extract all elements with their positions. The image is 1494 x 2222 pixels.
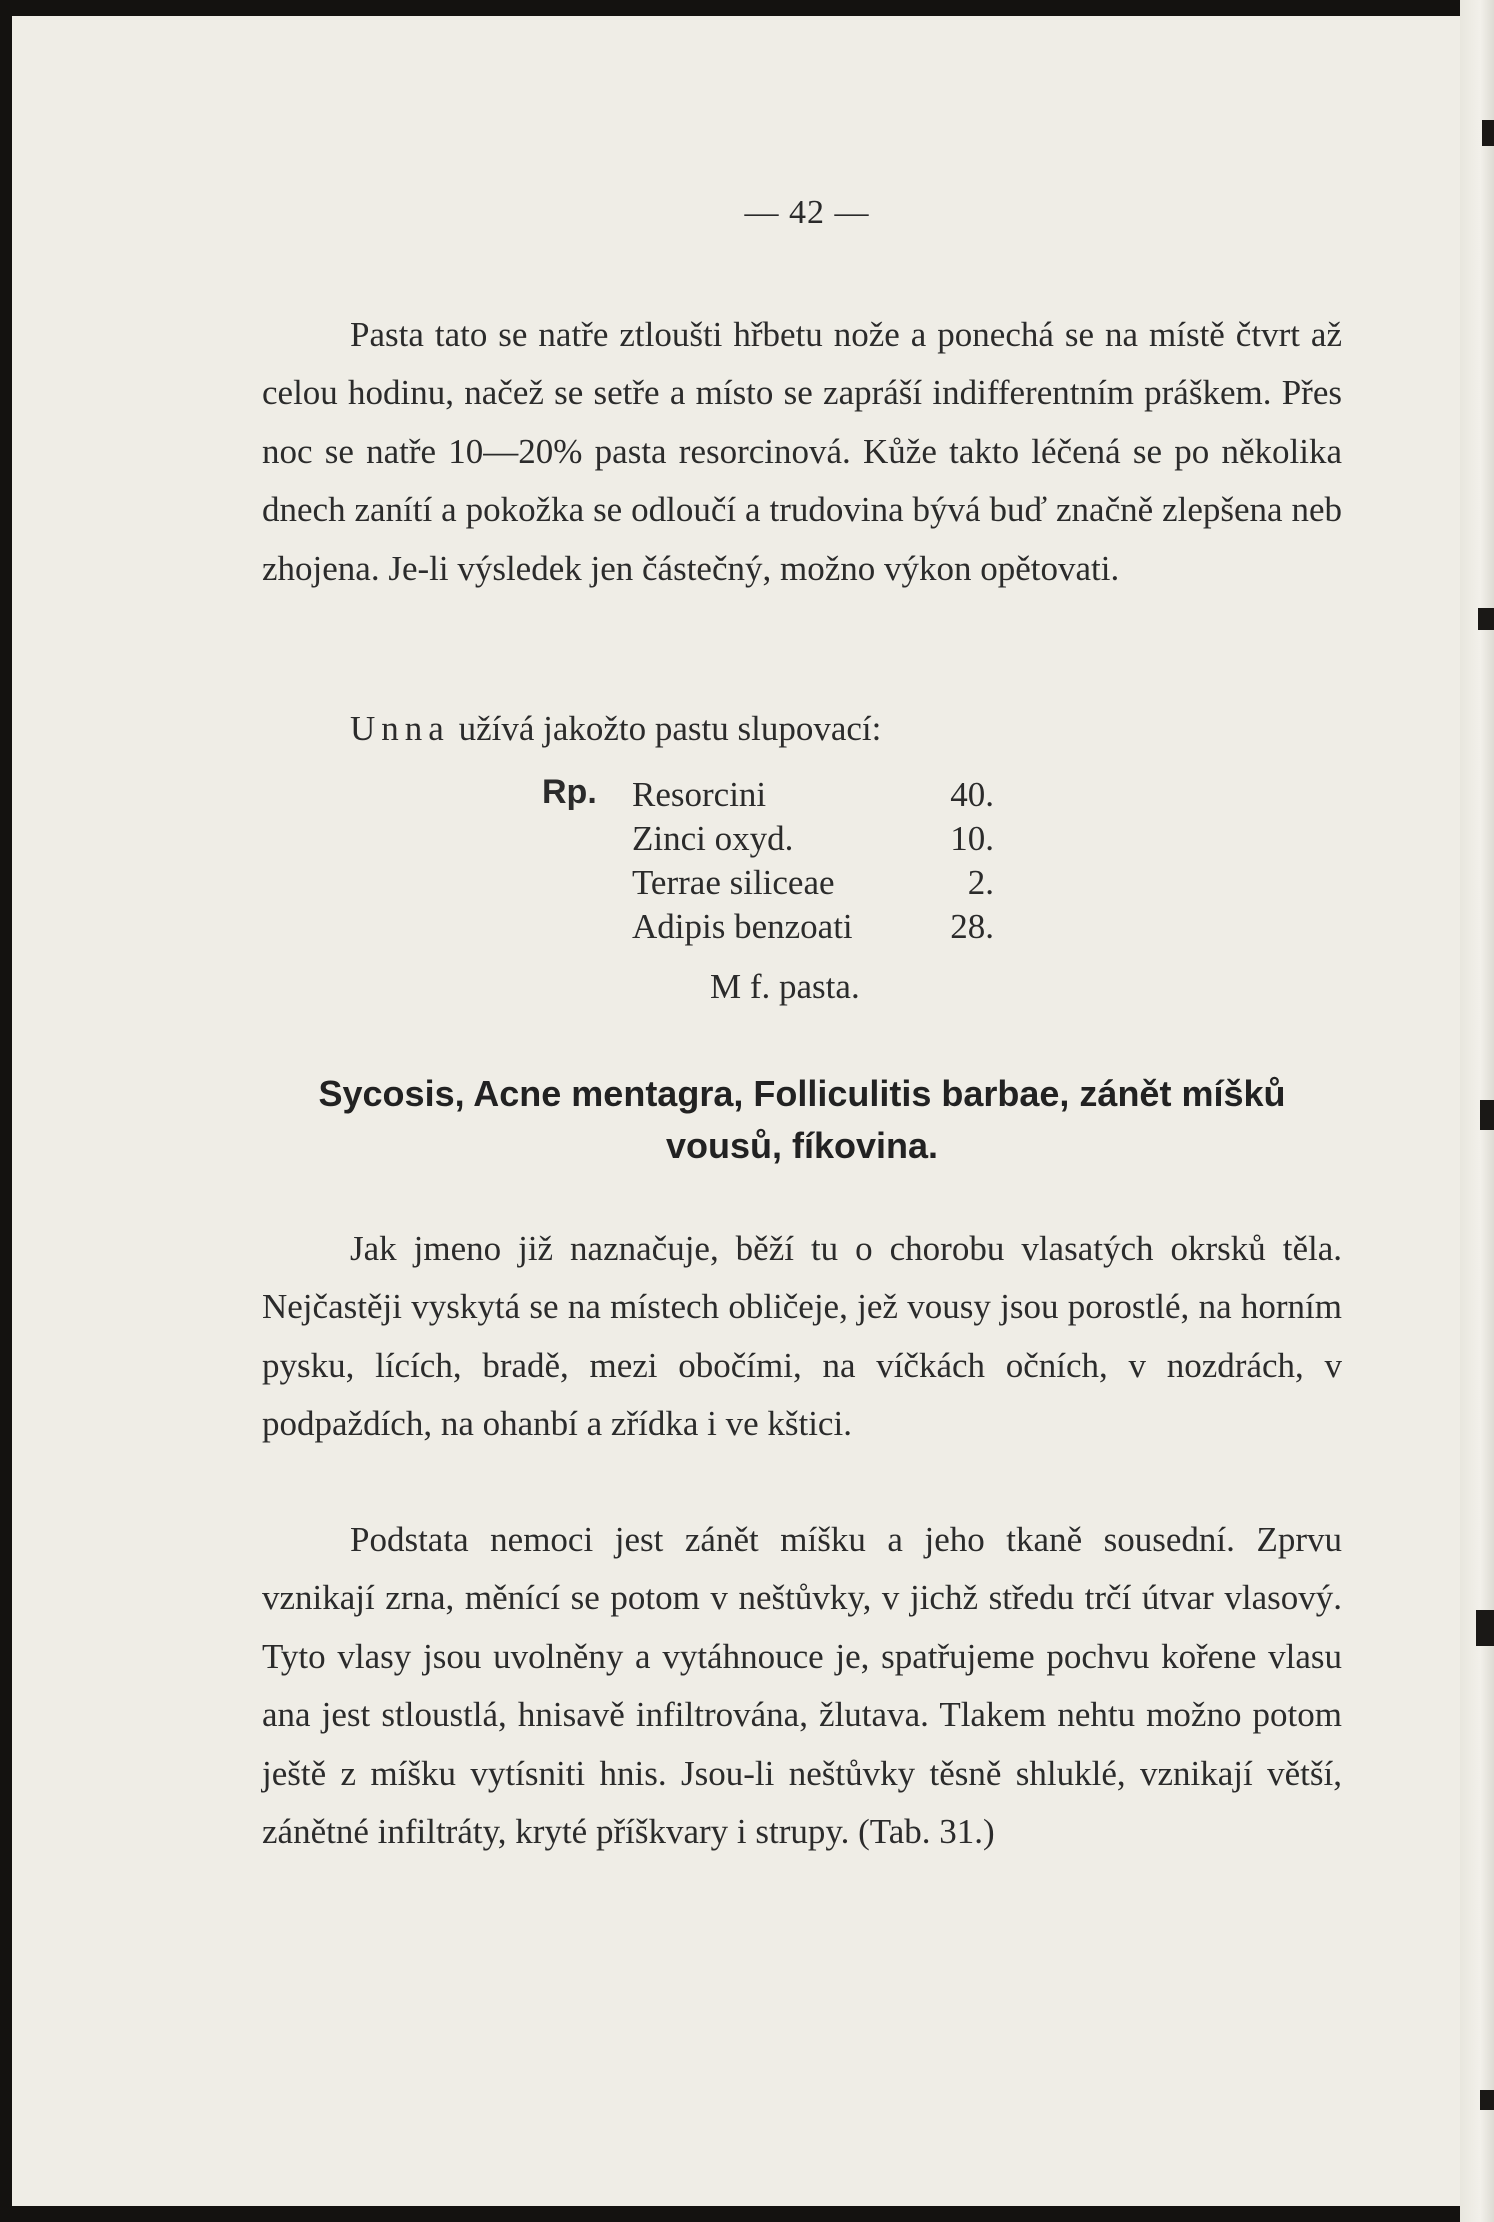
page-number: — 42 — — [744, 194, 870, 231]
ingredient-amount: 28. — [950, 907, 994, 946]
ingredient-amount: 10. — [950, 819, 994, 858]
paragraph-sycosis-location: Jak jmeno již naznačuje, běží tu o chorobu vlasatých okrsků těla. Nejčastěji vyskytá se na místech obličeje, jež vousy jsou porostlé, na horním pysku, lících, bradě, mezi obočími, na víčkách očních, v nozdrách, v podpaždích, na ohanbí a zřídka i ve kštici. — [262, 1229, 1342, 1444]
paragraph-sycosis-nature: Podstata nemoci jest zánět míšku a jeho tkaně sousední. Zprvu vznikají zrna, měnící se potom v neštůvky, v jichž středu trčí útvar vlasový. Tyto vlasy jsou uvolněny a vytáhnouce je, spatřujeme pochvu kořene vlasu ana jest stloustlá, hnisavě infiltrována, žlutava. Tlakem nehtu možno potom ještě z míšku vytísniti hnis. Jsou-li neštůvky těsně shluklé, vznikají větší, zánětné infiltráty, kryté příškvary i strupy. (Tab. 31.) — [262, 1520, 1342, 1852]
prescription-label: Rp. — [542, 773, 597, 811]
ingredient-name: Zinci oxyd. — [632, 819, 794, 858]
ingredient-name: Resorcini — [632, 775, 767, 814]
prescription-row — [632, 905, 994, 949]
prescription-row — [632, 773, 994, 817]
paragraph-unna-text: užívá jakožto pastu slupovací: — [449, 709, 882, 748]
paragraph-unna-intro — [262, 700, 1342, 758]
prescription-row — [632, 817, 994, 861]
author-name: Unna — [350, 709, 450, 748]
ingredient-amount: 40. — [950, 775, 994, 814]
paragraph-paste-application: Pasta tato se natře ztloušti hřbetu nože a ponechá se na místě čtvrt až celou hodinu, načež se setře a místo se zapráší indifferentním práškem. Přes noc se natře 10—20% pasta resorcinová. Kůže takto léčená se po několika dnech zanítí a pokožka se odloučí a trudovina bývá buď značně zlepšena neb zhojena. Je-li výsledek jen částečný, možno výkon opětovati. — [262, 315, 1342, 588]
ingredient-amount: 2. — [967, 863, 994, 902]
next-page-edge — [1460, 0, 1494, 2222]
prescription-final: M f. pasta. — [710, 967, 860, 1006]
ingredient-name: Terrae siliceae — [632, 863, 835, 902]
section-heading: Sycosis, Acne mentagra, Folliculitis barbae, zánět míšků vousů, fíkovina. — [318, 1073, 1286, 1166]
book-page — [12, 16, 1460, 2206]
prescription-row — [632, 861, 994, 905]
ingredient-name: Adipis benzoati — [632, 907, 853, 946]
